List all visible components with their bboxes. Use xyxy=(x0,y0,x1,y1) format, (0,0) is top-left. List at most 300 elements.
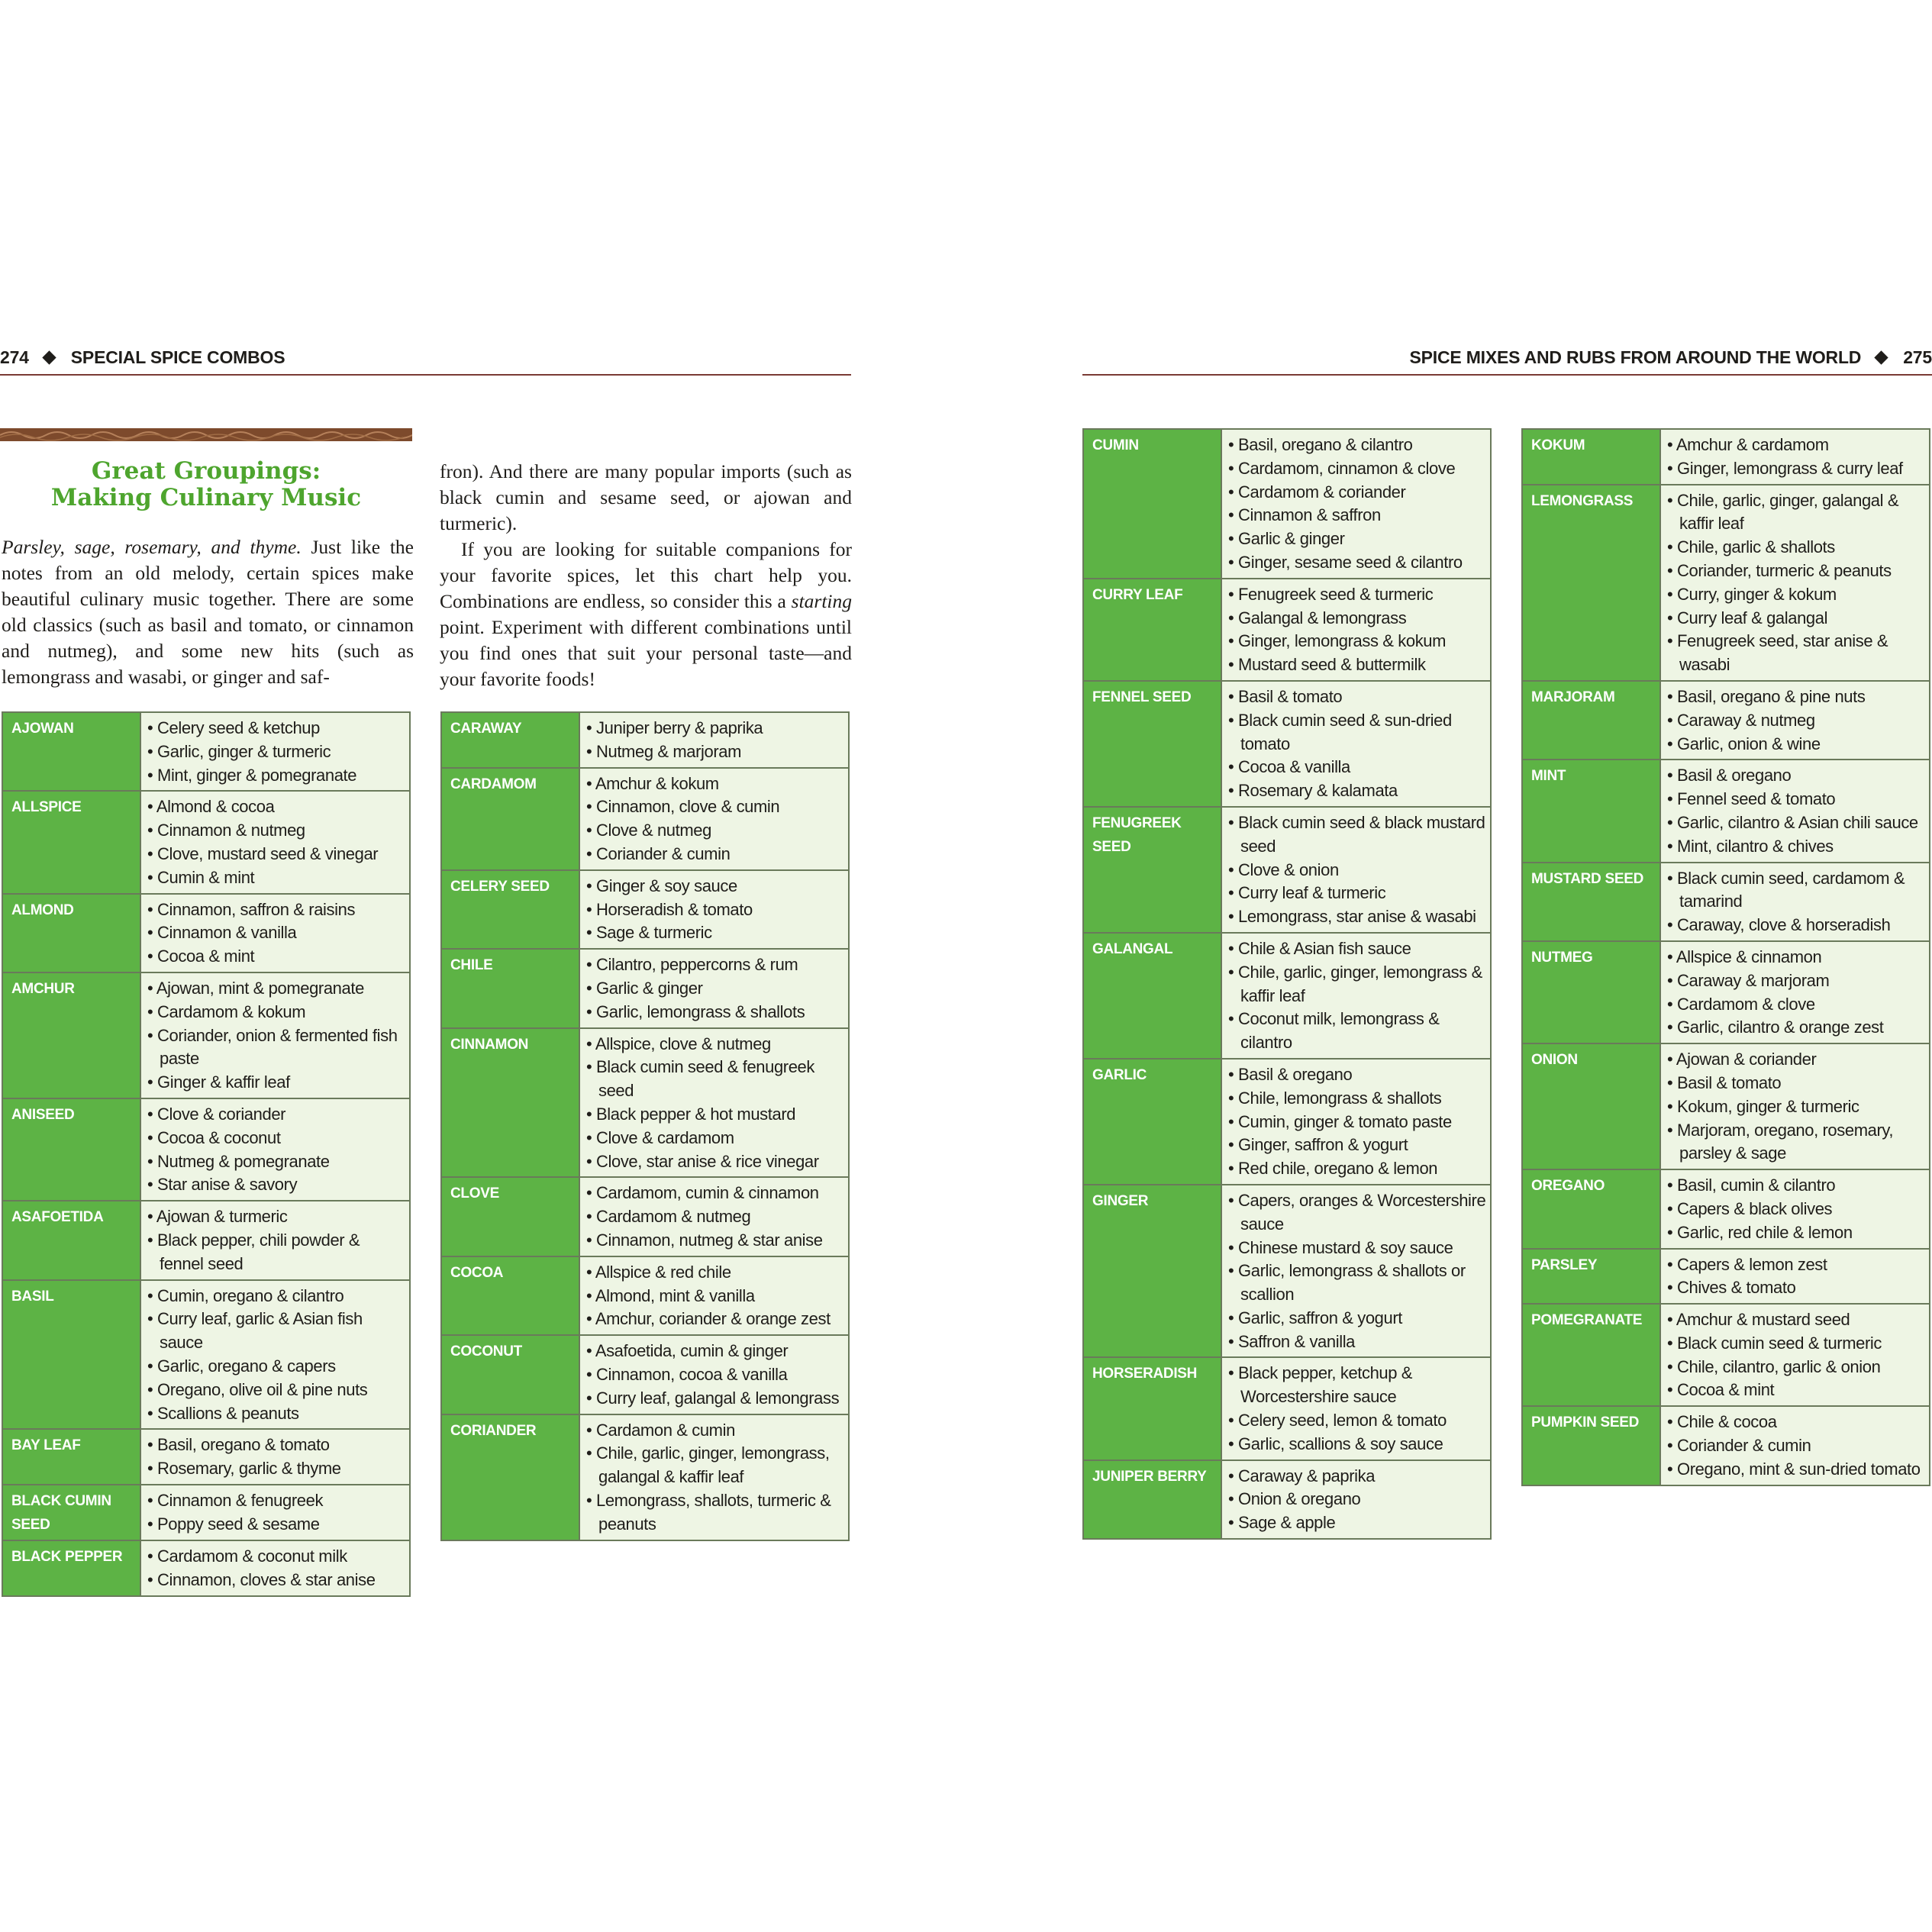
list-item: • Sage & turmeric xyxy=(586,921,845,945)
spice-table-3 xyxy=(1082,428,1492,1540)
list-item: • Cardamon & cumin xyxy=(586,1419,845,1443)
list-item: • Scallions & peanuts xyxy=(147,1402,406,1426)
list-item: • Onion & oregano xyxy=(1228,1488,1487,1511)
combo-list xyxy=(1228,1362,1487,1456)
combo-list xyxy=(586,953,845,1024)
table-row xyxy=(441,870,849,949)
table-row xyxy=(441,712,849,768)
page-number-right: 275 xyxy=(1903,347,1932,367)
table-row xyxy=(441,1335,849,1414)
spice-combos-cell xyxy=(1221,1357,1491,1459)
list-item: • Lemongrass, shallots, turmeric & peanuts xyxy=(586,1489,845,1537)
spice-name-cell: CINNAMON xyxy=(441,1028,579,1178)
running-head-right: SPICE MIXES AND RUBS FROM AROUND THE WORLD xyxy=(1409,347,1862,367)
list-item: • Basil, cumin & cilantro xyxy=(1667,1174,1926,1198)
spice-combos-cell xyxy=(140,1280,410,1430)
spice-name-cell: COCOA xyxy=(441,1256,579,1335)
table-row xyxy=(2,894,410,972)
intro-paragraph-1 xyxy=(2,534,414,690)
list-item: • Black cumin seed & turmeric xyxy=(1667,1332,1926,1356)
combo-list xyxy=(147,1434,406,1481)
table-row xyxy=(2,1485,410,1540)
list-item: • Ajowan & coriander xyxy=(1667,1048,1926,1072)
list-item: • Marjoram, oregano, rosemary, parsley & sage xyxy=(1667,1119,1926,1166)
list-item: • Coriander, turmeric & peanuts xyxy=(1667,560,1926,583)
list-item: • Ginger & kaffir leaf xyxy=(147,1071,406,1095)
spice-name-cell: GARLIC xyxy=(1083,1059,1221,1185)
list-item: • Curry, ginger & kokum xyxy=(1667,583,1926,607)
table-row xyxy=(1083,429,1491,579)
list-item: • Basil & tomato xyxy=(1667,1072,1926,1095)
table-row xyxy=(2,712,410,791)
table-row xyxy=(1522,485,1930,681)
combo-list xyxy=(586,1033,845,1174)
table-row xyxy=(1522,681,1930,760)
spice-combos-cell xyxy=(579,1414,849,1540)
combo-list xyxy=(1228,1063,1487,1181)
list-item: • Cinnamon, cloves & star anise xyxy=(147,1569,406,1592)
list-item: • Amchur, coriander & orange zest xyxy=(586,1308,845,1331)
combo-list xyxy=(1667,764,1926,858)
spice-combos-cell xyxy=(1221,1185,1491,1358)
spice-name-cell: LEMONGRASS xyxy=(1522,485,1660,681)
spice-name-cell: AMCHUR xyxy=(2,972,140,1098)
spice-name-cell: JUNIPER BERRY xyxy=(1083,1460,1221,1539)
list-item: • Rosemary, garlic & thyme xyxy=(147,1457,406,1481)
combo-list xyxy=(1228,685,1487,803)
table-row xyxy=(1083,807,1491,933)
spice-combos-cell xyxy=(140,972,410,1098)
list-item: • Cumin, ginger & tomato paste xyxy=(1228,1111,1487,1134)
intro-paragraph-1-cont: fron). And there are many popular imports (such as black cumin and sesame seed, or ajowan and turmeric). xyxy=(440,460,852,534)
spice-combos-cell xyxy=(1660,941,1930,1043)
list-item: • Amchur & kokum xyxy=(586,772,845,796)
intro-body-text: notes from an old melody, certain spices make beautiful culinary music together. There are some old classics (such as basil and tomato, or cinnamon and nutmeg), and some new hits (such as lemongrass and wasabi, or ginger and saf- xyxy=(2,562,414,688)
table-row xyxy=(441,949,849,1027)
spice-name-cell: COCONUT xyxy=(441,1335,579,1414)
spice-name-cell: ONION xyxy=(1522,1043,1660,1169)
table-row xyxy=(2,1280,410,1430)
list-item: • Oregano, mint & sun-dried tomato xyxy=(1667,1458,1926,1482)
list-item: • Basil, oregano & cilantro xyxy=(1228,434,1487,457)
list-item: • Mustard seed & buttermilk xyxy=(1228,653,1487,677)
spice-table-1 xyxy=(2,711,411,1597)
spice-combos-cell xyxy=(140,712,410,791)
list-item: • Lemongrass, star anise & wasabi xyxy=(1228,905,1487,929)
spice-combos-cell xyxy=(579,712,849,768)
spice-combos-cell xyxy=(1660,1169,1930,1248)
page-number-left: 274 xyxy=(0,347,29,367)
combo-list xyxy=(1667,434,1926,481)
table-row xyxy=(1083,1059,1491,1185)
list-item: • Fennel seed & tomato xyxy=(1667,788,1926,811)
list-item: • Allspice & cinnamon xyxy=(1667,946,1926,969)
list-item: • Sage & apple xyxy=(1228,1511,1487,1535)
list-item: • Ajowan, mint & pomegranate xyxy=(147,977,406,1001)
spice-combos-cell xyxy=(140,791,410,893)
list-item: • Chile, garlic & shallots xyxy=(1667,536,1926,560)
list-item: • Chile, lemongrass & shallots xyxy=(1228,1087,1487,1111)
combo-list xyxy=(147,898,406,969)
table-row xyxy=(1083,933,1491,1059)
list-item: • Almond & cocoa xyxy=(147,795,406,819)
spice-name-cell: ASAFOETIDA xyxy=(2,1201,140,1279)
list-item: • Basil & oregano xyxy=(1228,1063,1487,1087)
combo-list xyxy=(1667,1253,1926,1301)
table-row xyxy=(1083,579,1491,681)
list-item: • Caraway & paprika xyxy=(1228,1465,1487,1489)
list-item: • Cardamom & nutmeg xyxy=(586,1205,845,1229)
spice-name-cell: ANISEED xyxy=(2,1098,140,1201)
table-row xyxy=(1083,1357,1491,1459)
list-item: • Chile, cilantro, garlic & onion xyxy=(1667,1356,1926,1379)
list-item: • Asafoetida, cumin & ginger xyxy=(586,1340,845,1363)
table-row xyxy=(1522,1249,1930,1305)
intro-p2-end: point. Experiment with different combinations until you find ones that suit your personal taste—and your favorite foods! xyxy=(440,616,852,690)
list-item: • Cardamom, cinnamon & clove xyxy=(1228,457,1487,481)
spice-name-cell: GALANGAL xyxy=(1083,933,1221,1059)
spice-name-cell: CURRY LEAF xyxy=(1083,579,1221,681)
combo-list xyxy=(1228,1189,1487,1354)
list-item: • Cinnamon, clove & cumin xyxy=(586,795,845,819)
list-item: • Galangal & lemongrass xyxy=(1228,607,1487,631)
list-item: • Cardamom & coriander xyxy=(1228,481,1487,505)
list-item: • Curry leaf, garlic & Asian fish sauce xyxy=(147,1308,406,1355)
list-item: • Cumin, oregano & cilantro xyxy=(147,1285,406,1308)
spice-name-cell: CARDAMOM xyxy=(441,768,579,870)
spice-name-cell: NUTMEG xyxy=(1522,941,1660,1043)
list-item: • Cinnamon, nutmeg & star anise xyxy=(586,1229,845,1253)
list-item: • Cardamom, cumin & cinnamon xyxy=(586,1182,845,1205)
list-item: • Cocoa & coconut xyxy=(147,1127,406,1150)
spice-combos-cell xyxy=(140,1201,410,1279)
combo-list xyxy=(1228,434,1487,575)
list-item: • Cardamom & coconut milk xyxy=(147,1545,406,1569)
table-row xyxy=(1522,1406,1930,1485)
table-row xyxy=(2,972,410,1098)
list-item: • Garlic, oregano & capers xyxy=(147,1355,406,1379)
combo-list xyxy=(147,1103,406,1197)
spice-combos-cell xyxy=(1221,1059,1491,1185)
spice-name-cell: ALLSPICE xyxy=(2,791,140,893)
list-item: • Amchur & mustard seed xyxy=(1667,1308,1926,1332)
spice-name-cell: CORIANDER xyxy=(441,1414,579,1540)
table-row xyxy=(1522,1169,1930,1248)
list-item: • Curry leaf, galangal & lemongrass xyxy=(586,1387,845,1411)
list-item: • Cardamom & clove xyxy=(1667,993,1926,1017)
list-item: • Garlic, onion & wine xyxy=(1667,733,1926,756)
spice-combos-cell xyxy=(140,894,410,972)
spice-name-cell: MARJORAM xyxy=(1522,681,1660,760)
spice-combos-cell xyxy=(1221,807,1491,933)
list-item: • Caraway, clove & horseradish xyxy=(1667,914,1926,937)
list-item: • Garlic, lemongrass & shallots xyxy=(586,1001,845,1024)
table-row xyxy=(1522,429,1930,485)
list-item: • Garlic & ginger xyxy=(586,977,845,1001)
spice-name-cell: BASIL xyxy=(2,1280,140,1430)
spice-name-cell: CUMIN xyxy=(1083,429,1221,579)
list-item: • Nutmeg & marjoram xyxy=(586,740,845,764)
list-item: • Basil & oregano xyxy=(1667,764,1926,788)
list-item: • Chile & Asian fish sauce xyxy=(1228,937,1487,961)
table-row xyxy=(1083,1460,1491,1539)
combo-list xyxy=(586,875,845,945)
list-item: • Garlic, scallions & soy sauce xyxy=(1228,1433,1487,1456)
table-row xyxy=(1522,1304,1930,1406)
list-item: • Cilantro, peppercorns & rum xyxy=(586,953,845,977)
spice-combos-cell xyxy=(579,1256,849,1335)
list-item: • Garlic & ginger xyxy=(1228,527,1487,551)
list-item: • Saffron & vanilla xyxy=(1228,1330,1487,1354)
list-item: • Clove, star anise & rice vinegar xyxy=(586,1150,845,1174)
list-item: • Basil & tomato xyxy=(1228,685,1487,709)
spice-name-cell: FENNEL SEED xyxy=(1083,681,1221,807)
table-row xyxy=(2,1540,410,1596)
combo-list xyxy=(147,1205,406,1276)
list-item: • Poppy seed & sesame xyxy=(147,1513,406,1537)
list-item: • Ginger, saffron & yogurt xyxy=(1228,1134,1487,1157)
list-item: • Chives & tomato xyxy=(1667,1276,1926,1300)
spice-combos-cell xyxy=(1221,681,1491,807)
spice-name-cell: BLACK PEPPER xyxy=(2,1540,140,1596)
spice-combos-cell xyxy=(140,1098,410,1201)
list-item: • Black cumin seed & black mustard seed xyxy=(1228,811,1487,859)
combo-list xyxy=(586,1419,845,1537)
combo-list xyxy=(586,772,845,866)
combo-list xyxy=(1228,583,1487,677)
list-item: • Celery seed, lemon & tomato xyxy=(1228,1409,1487,1433)
table-row xyxy=(2,791,410,893)
spice-name-cell: KOKUM xyxy=(1522,429,1660,485)
spice-name-cell: MUSTARD SEED xyxy=(1522,863,1660,941)
section-title-line2: Making Culinary Music xyxy=(50,484,362,511)
spice-name-cell: PARSLEY xyxy=(1522,1249,1660,1305)
spice-name-cell: HORSERADISH xyxy=(1083,1357,1221,1459)
list-item: • Black cumin seed, cardamom & tamarind xyxy=(1667,867,1926,914)
list-item: • Black pepper & hot mustard xyxy=(586,1103,845,1127)
list-item: • Cinnamon & saffron xyxy=(1228,504,1487,527)
list-item: • Chile, garlic, ginger, lemongrass & kaffir leaf xyxy=(1228,961,1487,1008)
spice-name-cell: CELERY SEED xyxy=(441,870,579,949)
list-item: • Coriander & cumin xyxy=(1667,1434,1926,1458)
spice-combos-cell xyxy=(579,1028,849,1178)
list-item: • Fenugreek seed, star anise & wasabi xyxy=(1667,630,1926,677)
intro-text-col2 xyxy=(440,459,852,692)
spice-combos-cell xyxy=(1660,1304,1930,1406)
list-item: • Nutmeg & pomegranate xyxy=(147,1150,406,1174)
spice-name-cell: POMEGRANATE xyxy=(1522,1304,1660,1406)
spice-combos-cell xyxy=(1660,429,1930,485)
spice-combos-cell xyxy=(1221,579,1491,681)
list-item: • Ginger, sesame seed & cilantro xyxy=(1228,551,1487,575)
ornament-bar xyxy=(0,428,412,441)
combo-list xyxy=(147,1545,406,1592)
list-item: • Mint, ginger & pomegranate xyxy=(147,764,406,788)
section-title-line1: Great Groupings: xyxy=(91,457,321,485)
list-item: • Ginger & soy sauce xyxy=(586,875,845,898)
combo-list xyxy=(1228,1465,1487,1535)
list-item: • Chile, garlic, ginger, galangal & kaffir leaf xyxy=(1667,489,1926,537)
list-item: • Cardamom & kokum xyxy=(147,1001,406,1024)
list-item: • Garlic, red chile & lemon xyxy=(1667,1221,1926,1245)
combo-list xyxy=(586,717,845,764)
list-item: • Black cumin seed & fenugreek seed xyxy=(586,1056,845,1103)
list-item: • Clove & nutmeg xyxy=(586,819,845,843)
list-item: • Cocoa & vanilla xyxy=(1228,756,1487,779)
list-item: • Allspice, clove & nutmeg xyxy=(586,1033,845,1056)
table-row xyxy=(2,1429,410,1485)
spice-combos-cell xyxy=(140,1485,410,1540)
combo-list xyxy=(1667,1411,1926,1481)
list-item: • Curry leaf & galangal xyxy=(1667,607,1926,631)
list-item: • Celery seed & ketchup xyxy=(147,717,406,740)
spice-name-cell: AJOWAN xyxy=(2,712,140,791)
table-row xyxy=(1522,760,1930,862)
spice-combos-cell xyxy=(579,1177,849,1256)
table-row xyxy=(1522,941,1930,1043)
spice-table-2 xyxy=(440,711,850,1541)
spice-name-cell: BLACK CUMIN SEED xyxy=(2,1485,140,1540)
list-item: • Ajowan & turmeric xyxy=(147,1205,406,1229)
list-item: • Curry leaf & turmeric xyxy=(1228,882,1487,905)
list-item: • Kokum, ginger & turmeric xyxy=(1667,1095,1926,1119)
list-item: • Clove & cardamom xyxy=(586,1127,845,1150)
list-item: • Mint, cilantro & chives xyxy=(1667,835,1926,859)
list-item: • Capers & lemon zest xyxy=(1667,1253,1926,1277)
combo-list xyxy=(147,795,406,889)
list-item: • Coriander, onion & fermented fish paste xyxy=(147,1024,406,1072)
list-item: • Black pepper, ketchup & Worcestershire sauce xyxy=(1228,1362,1487,1409)
combo-list xyxy=(1667,1048,1926,1166)
combo-list xyxy=(586,1261,845,1331)
list-item: • Garlic, cilantro & orange zest xyxy=(1667,1016,1926,1040)
list-item: • Garlic, lemongrass & shallots or scallion xyxy=(1228,1260,1487,1307)
spice-name-cell: MINT xyxy=(1522,760,1660,862)
list-item: • Chile & cocoa xyxy=(1667,1411,1926,1434)
spice-combos-cell xyxy=(1660,863,1930,941)
spice-combos-cell xyxy=(1660,1406,1930,1485)
list-item: • Cumin & mint xyxy=(147,866,406,890)
list-item: • Juniper berry & paprika xyxy=(586,717,845,740)
combo-list xyxy=(1667,685,1926,756)
spice-combos-cell xyxy=(1221,1460,1491,1539)
diamond-icon xyxy=(42,350,56,364)
table-row xyxy=(2,1098,410,1201)
page-header-left xyxy=(0,340,851,376)
spice-name-cell: ALMOND xyxy=(2,894,140,972)
section-title xyxy=(0,458,412,511)
list-item: • Cocoa & mint xyxy=(147,945,406,969)
spice-name-cell: GINGER xyxy=(1083,1185,1221,1358)
diamond-icon xyxy=(1875,350,1888,364)
combo-list xyxy=(586,1340,845,1410)
list-item: • Clove & onion xyxy=(1228,859,1487,882)
intro-italic-lead: Parsley, sage, rosemary, and thyme. xyxy=(2,536,302,558)
running-head-left: SPECIAL SPICE COMBOS xyxy=(70,347,285,367)
combo-list xyxy=(147,977,406,1095)
list-item: • Cinnamon & nutmeg xyxy=(147,819,406,843)
spice-table-4 xyxy=(1521,428,1930,1486)
list-item: • Cinnamon, saffron & raisins xyxy=(147,898,406,922)
table-row xyxy=(1522,1043,1930,1169)
list-item: • Black pepper, chili powder & fennel seed xyxy=(147,1229,406,1276)
list-item: • Chinese mustard & soy sauce xyxy=(1228,1237,1487,1260)
combo-list xyxy=(1228,811,1487,929)
list-item: • Red chile, oregano & lemon xyxy=(1228,1157,1487,1181)
spice-combos-cell xyxy=(1660,1249,1930,1305)
table-row xyxy=(441,1028,849,1178)
spice-name-cell: CLOVE xyxy=(441,1177,579,1256)
list-item: • Cinnamon, cocoa & vanilla xyxy=(586,1363,845,1387)
list-item: • Cinnamon & vanilla xyxy=(147,921,406,945)
intro-paragraph-2 xyxy=(440,537,852,692)
combo-list xyxy=(147,717,406,787)
combo-list xyxy=(1667,1308,1926,1402)
list-item: • Star anise & savory xyxy=(147,1173,406,1197)
spice-name-cell: PUMPKIN SEED xyxy=(1522,1406,1660,1485)
spice-combos-cell xyxy=(579,1335,849,1414)
list-item: • Caraway & marjoram xyxy=(1667,969,1926,993)
list-item: • Clove & coriander xyxy=(147,1103,406,1127)
spice-combos-cell xyxy=(1221,933,1491,1059)
list-item: • Black cumin seed & sun-dried tomato xyxy=(1228,709,1487,756)
intro-p2-start: If you are looking for suitable companions for your favorite spices, let this chart help you. Combinations are endless, so consider this a xyxy=(440,538,852,612)
list-item: • Basil, oregano & pine nuts xyxy=(1667,685,1926,709)
list-item: • Capers, oranges & Worcestershire sauce xyxy=(1228,1189,1487,1237)
combo-list xyxy=(1667,489,1926,677)
intro-p2-italic: starting xyxy=(791,590,852,612)
list-item: • Cinnamon & fenugreek xyxy=(147,1489,406,1513)
list-item: • Oregano, olive oil & pine nuts xyxy=(147,1379,406,1402)
table-row xyxy=(441,1177,849,1256)
spice-name-cell: FENUGREEK SEED xyxy=(1083,807,1221,933)
table-row xyxy=(441,1256,849,1335)
combo-list xyxy=(586,1182,845,1252)
spice-combos-cell xyxy=(1221,429,1491,579)
intro-lead-text: Just like the xyxy=(301,536,414,558)
spice-combos-cell xyxy=(140,1429,410,1485)
table-row xyxy=(1522,863,1930,941)
spice-combos-cell xyxy=(1660,485,1930,681)
combo-list xyxy=(1667,1174,1926,1244)
spice-name-cell: BAY LEAF xyxy=(2,1429,140,1485)
combo-list xyxy=(147,1285,406,1426)
list-item: • Chile, garlic, ginger, lemongrass, galangal & kaffir leaf xyxy=(586,1442,845,1489)
spice-combos-cell xyxy=(579,870,849,949)
list-item: • Amchur & cardamom xyxy=(1667,434,1926,457)
intro-text-col1 xyxy=(2,534,414,690)
combo-list xyxy=(1667,946,1926,1040)
swirl-ornament-icon xyxy=(0,428,412,441)
spice-combos-cell xyxy=(140,1540,410,1596)
table-row xyxy=(2,1201,410,1279)
page-header-right xyxy=(1082,340,1932,376)
list-item: • Allspice & red chile xyxy=(586,1261,845,1285)
list-item: • Horseradish & tomato xyxy=(586,898,845,922)
spice-name-cell: OREGANO xyxy=(1522,1169,1660,1248)
list-item: • Garlic, cilantro & Asian chili sauce xyxy=(1667,811,1926,835)
list-item: • Garlic, ginger & turmeric xyxy=(147,740,406,764)
table-row xyxy=(441,1414,849,1540)
table-row xyxy=(1083,1185,1491,1358)
spice-combos-cell xyxy=(1660,681,1930,760)
table-row xyxy=(1083,681,1491,807)
list-item: • Caraway & nutmeg xyxy=(1667,709,1926,733)
list-item: • Clove, mustard seed & vinegar xyxy=(147,843,406,866)
table-row xyxy=(441,768,849,870)
spice-combos-cell xyxy=(579,949,849,1027)
list-item: • Capers & black olives xyxy=(1667,1198,1926,1221)
